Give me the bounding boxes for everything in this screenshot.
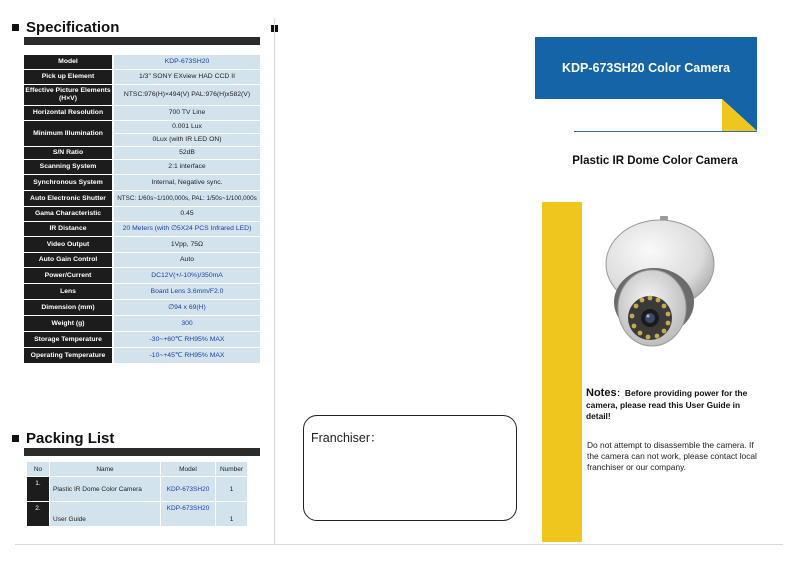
spec-label: Minimum Illumination	[24, 121, 114, 146]
spec-value: NTSC:976(H)×494(V) PAL:976(H)x582(V)	[114, 85, 260, 105]
item-no: 2.	[27, 502, 49, 526]
spec-label: Auto Gain Control	[24, 253, 114, 267]
table-row	[24, 207, 260, 221]
notes-text: ：Before providing power for the camera, please read this User Guide in detail!	[586, 388, 748, 422]
table-row	[24, 332, 260, 347]
spec-label: Power/Current	[24, 268, 114, 283]
spec-value: 300	[114, 316, 260, 331]
spec-value: Auto	[114, 253, 260, 267]
spec-value: 0Lux (with IR LED ON)	[114, 134, 260, 146]
table-row	[27, 477, 247, 501]
packing-list-table	[26, 461, 248, 527]
spec-label: Effective Picture Elements (H×V)	[24, 85, 114, 105]
bullet-square-icon	[12, 435, 19, 442]
spec-label: Gama Characteristic	[24, 207, 114, 221]
spec-label: IR Distance	[24, 222, 114, 236]
header-model: Model	[161, 462, 215, 476]
specification-heading: Specification	[12, 19, 119, 36]
cover-title: KDP-673SH20 Color Camera	[535, 37, 757, 99]
spec-value: Board Lens 3.6mm/F2.0	[114, 284, 260, 299]
item-model: KDP-673SH20	[161, 477, 215, 501]
item-model: KDP-673SH20	[161, 502, 215, 526]
spec-label: Lens	[24, 284, 114, 299]
spec-label: Storage Temperature	[24, 332, 114, 347]
table-row	[24, 121, 260, 133]
spec-label: Video Output	[24, 237, 114, 252]
table-row	[24, 85, 260, 105]
spec-value: DC12V(+/-10%)/350mA	[114, 268, 260, 283]
spec-value: 52dB	[114, 147, 260, 159]
table-row	[24, 175, 260, 190]
spec-value: 0.001 Lux	[114, 121, 260, 133]
spec-value: NTSC: 1/60s~1/100,000s, PAL: 1/50s~1/100,000s	[114, 191, 260, 206]
table-header-row	[27, 462, 247, 476]
table-row	[24, 222, 260, 236]
spec-value: Internal, Negative sync.	[114, 175, 260, 190]
spec-value: 1/3" SONY EXview HAD CCD II	[114, 70, 260, 84]
spec-label: Pick up Element	[24, 70, 114, 84]
spec-label: Auto Electronic Shutter	[24, 191, 114, 206]
header-no: No	[27, 462, 49, 476]
item-no: 1.	[27, 477, 49, 501]
header-name: Name	[50, 462, 160, 476]
spec-value: 1Vpp, 75Ω	[114, 237, 260, 252]
header-number: Number	[216, 462, 247, 476]
spec-label: Operating Temperature	[24, 348, 114, 363]
packing-list-bar	[24, 448, 260, 456]
item-number: 1	[216, 502, 247, 526]
table-row	[24, 147, 260, 159]
specification-table	[24, 54, 260, 364]
table-row	[24, 268, 260, 283]
franchiser-label: Franchiser：	[311, 431, 383, 445]
table-row	[24, 160, 260, 174]
item-name: User Guide	[50, 502, 160, 526]
spec-value: 700 TV Line	[114, 106, 260, 120]
spec-value: -30~+60℃ RH95% MAX	[114, 332, 260, 347]
dome-camera-image	[598, 212, 716, 354]
specification-bar	[24, 37, 260, 45]
spec-label: Dimension (mm)	[24, 300, 114, 315]
spec-label: Horizontal Resolution	[24, 106, 114, 120]
spec-value: -10~+45℃ RH95% MAX	[114, 348, 260, 363]
notes-body: Do not attempt to disassemble the camera. If the camera can not work, please contact local franchiser or our company.	[587, 440, 757, 472]
spec-label: Weight (g)	[24, 316, 114, 331]
spec-label: Model	[24, 55, 114, 69]
table-row	[24, 237, 260, 252]
table-row	[24, 191, 260, 206]
table-row	[24, 348, 260, 363]
cover-subtitle: Plastic IR Dome Color Camera	[572, 155, 738, 167]
spec-value: 2:1 interface	[114, 160, 260, 174]
item-name: Plastic IR Dome Color Camera	[50, 477, 160, 501]
table-row	[27, 502, 247, 526]
spec-label: Synchronous System	[24, 175, 114, 190]
spec-value: 0.45	[114, 207, 260, 221]
table-row	[24, 316, 260, 331]
table-row	[24, 284, 260, 299]
title-underline	[574, 131, 757, 132]
item-number: 1	[216, 477, 247, 501]
table-row	[24, 55, 260, 69]
table-row	[24, 253, 260, 267]
spec-value: KDP-673SH20	[114, 55, 260, 69]
spec-value: ∅94 x 69(H)	[114, 300, 260, 315]
bottom-line	[15, 544, 783, 545]
packing-list-heading: Packing List	[12, 430, 114, 447]
spec-label: Scanning System	[24, 160, 114, 174]
accent-bar	[542, 202, 582, 542]
spec-value: 20 Meters (with ∅5X24 PCS Infrared LED)	[114, 222, 260, 236]
fold-line	[274, 18, 275, 544]
bullet-square-icon	[12, 24, 19, 31]
table-row	[24, 106, 260, 120]
franchiser-box	[303, 415, 517, 521]
notes-label: Notes	[586, 387, 617, 399]
table-row	[24, 300, 260, 315]
table-row	[24, 70, 260, 84]
notes-heading	[586, 386, 756, 422]
corner-triangle-icon	[722, 99, 757, 131]
spec-label: S/N Ratio	[24, 147, 114, 159]
